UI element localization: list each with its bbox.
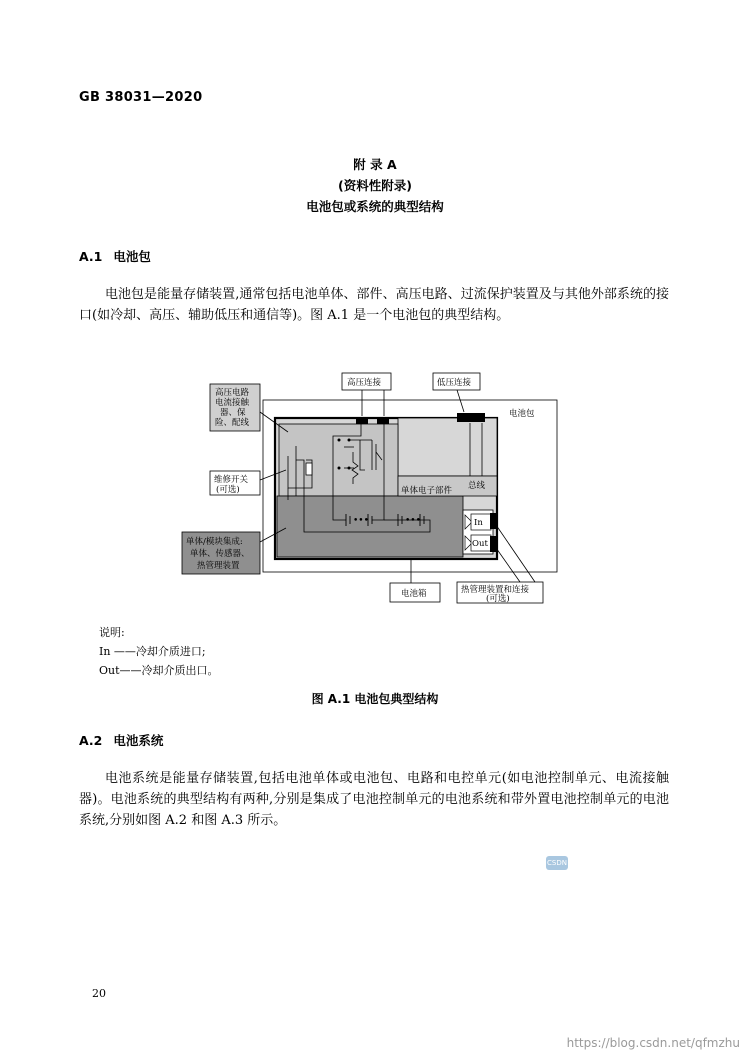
- hv-connection-label: 高压连接: [347, 378, 382, 388]
- in-label: In: [474, 518, 483, 528]
- legend-out: Out——冷却介质出口。: [99, 664, 219, 677]
- cell-module-label-2: 单体、传感器、: [190, 549, 250, 559]
- section-a1-title: 电池包: [113, 249, 151, 264]
- standard-header: GB 38031—2020: [79, 90, 203, 105]
- out-label: Out: [472, 539, 488, 549]
- fuse-icon: [306, 463, 312, 475]
- appendix-title: 附 录 A: [353, 157, 397, 172]
- service-switch-label-1: 维修开关: [214, 475, 249, 485]
- section-a2-number: A.2: [79, 733, 103, 748]
- in-port: [490, 513, 497, 529]
- cell-electronics-label: 单体电子部件: [401, 486, 453, 496]
- appendix-heading: 电池包或系统的典型结构: [306, 199, 444, 214]
- switch-dot: [348, 439, 351, 442]
- hv-circuit-label-1: 高压电路: [215, 388, 250, 398]
- lv-connector: [457, 413, 485, 422]
- figure-caption: 图 A.1 电池包典型结构: [311, 692, 439, 706]
- section-a1-number: A.1: [79, 249, 103, 264]
- legend-title: 说明:: [99, 626, 125, 639]
- switch-dot: [348, 467, 351, 470]
- cell-dots: •••: [353, 516, 369, 526]
- csdn-logo-icon: CSDN: [546, 856, 568, 870]
- appendix-subtitle: (资料性附录): [338, 178, 412, 193]
- cell-module-zone: [277, 496, 463, 557]
- lv-connection-label: 低压连接: [437, 378, 472, 388]
- out-port: [490, 536, 497, 552]
- battery-pack-label: 电池包: [509, 409, 535, 419]
- hv-connector-right: [377, 417, 389, 424]
- section-a2-title: 电池系统: [113, 733, 164, 748]
- cell-module-label-3: 热管理装置: [197, 561, 240, 571]
- thermal-label-2: (可选): [486, 594, 510, 604]
- switch-dot: [338, 467, 341, 470]
- hv-connector-left: [356, 417, 368, 424]
- hv-circuit-label-3: 器、保: [220, 408, 246, 418]
- page-number: 20: [92, 987, 106, 1000]
- cell-module-label-1: 单体/模块集成:: [186, 537, 243, 547]
- section-a2-paragraph: 电池系统是能量存储装置,包括电池单体或电池包、电路和电控单元(如电池控制单元、电流接触器)。电池系统的典型结构有两种,分别是集成了电池控制单元的电池系统和带外置电池控制单元的电池系统,分别如图 A.2 和图 A.3 所示。: [79, 771, 669, 828]
- legend-in: In ——冷却介质进口;: [99, 645, 206, 658]
- section-a1-paragraph: 电池包是能量存储装置,通常包括电池单体、部件、高压电路、过流保护装置及与其他外部系统的接口(如冷却、高压、辅助低压和通信等)。图 A.1 是一个电池包的典型结构。: [79, 287, 669, 323]
- hv-circuit-label-4: 险、配线: [215, 418, 250, 428]
- hv-circuit-label-2: 电流接触: [215, 398, 250, 408]
- thermal-label-1: 热管理装置和连接: [461, 585, 530, 595]
- watermark-url: https://blog.csdn.net/qfmzhu: [566, 1036, 740, 1050]
- service-switch-label-2: (可选): [216, 485, 240, 495]
- battery-case-label: 电池箱: [401, 589, 427, 599]
- section-a2-heading: [79, 731, 163, 749]
- cell-dots: •••: [405, 516, 421, 526]
- bus-label: 总线: [468, 481, 486, 491]
- switch-dot: [338, 439, 341, 442]
